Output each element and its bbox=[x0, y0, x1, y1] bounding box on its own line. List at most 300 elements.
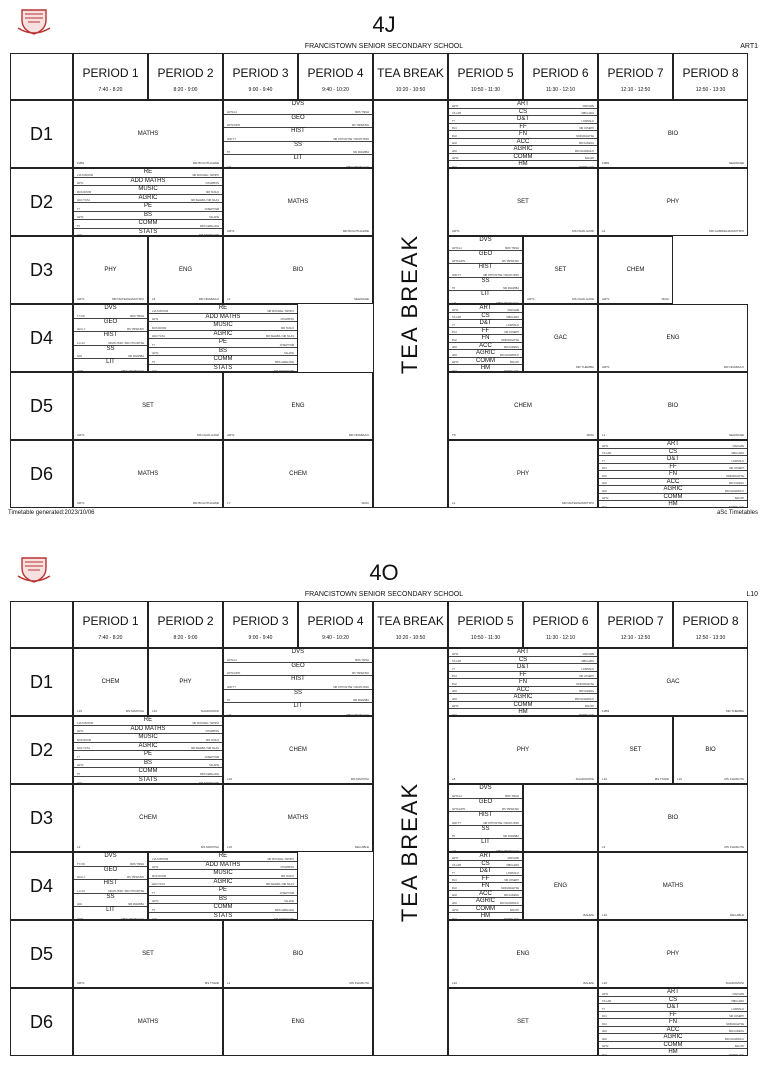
lesson-option bbox=[224, 703, 372, 716]
subject-name: AGRIC bbox=[663, 1034, 683, 1041]
lesson-cell[interactable] bbox=[598, 716, 673, 784]
subject-name: STATS bbox=[213, 364, 233, 371]
subject-name: SS bbox=[293, 141, 302, 148]
lesson-option bbox=[74, 186, 222, 195]
lesson-cell[interactable] bbox=[73, 988, 223, 1056]
lesson-cell[interactable] bbox=[223, 236, 373, 304]
room-code: ART1 bbox=[227, 433, 235, 437]
lesson-cell[interactable] bbox=[73, 440, 223, 508]
lesson-cell[interactable] bbox=[73, 648, 148, 716]
room-code: T8 bbox=[452, 835, 455, 839]
room-code: T7 bbox=[452, 323, 455, 327]
subject-name: HIST bbox=[478, 264, 493, 271]
brand-label: aSc Timetables bbox=[716, 510, 758, 516]
subject-name: MATHS bbox=[287, 814, 309, 821]
room-code: F3B2 bbox=[602, 161, 610, 165]
teacher-name: MR RAMOKGWE bbox=[199, 782, 219, 784]
lesson-option bbox=[449, 906, 522, 914]
subject-name: CHEM bbox=[289, 470, 307, 477]
room-code: ADD T7 bbox=[227, 137, 236, 141]
period-time: 11:30 - 12:10 bbox=[545, 87, 576, 93]
lesson-option bbox=[599, 1012, 747, 1020]
room-code: L2 bbox=[452, 501, 456, 505]
class-title: 4J bbox=[372, 12, 396, 37]
lesson-cell[interactable] bbox=[598, 304, 748, 372]
period-name: PERIOD 5 bbox=[457, 614, 514, 628]
lesson-option bbox=[449, 839, 522, 852]
lesson-cell[interactable] bbox=[223, 784, 373, 852]
day-label: D2 bbox=[10, 168, 73, 236]
subject-name: ACC bbox=[666, 478, 680, 485]
room-code: AD2 bbox=[152, 370, 157, 372]
lesson-cell[interactable] bbox=[148, 304, 298, 372]
teacher-name: MRS TSIMA bbox=[505, 794, 519, 798]
lesson-option bbox=[74, 212, 222, 221]
period-name: PERIOD 6 bbox=[532, 614, 589, 628]
lesson-option bbox=[449, 146, 597, 154]
teacher-name: BALOPI bbox=[734, 1045, 744, 1049]
subject-name: FF bbox=[481, 327, 490, 334]
room-code: CS LAB bbox=[602, 452, 611, 456]
teacher-name: BALOPI bbox=[584, 157, 594, 161]
teacher-name: MR KAKENG bbox=[503, 894, 519, 898]
subject-name: FF bbox=[669, 463, 677, 470]
subject-name: PHY bbox=[666, 950, 680, 957]
teacher-name: CHAMPION bbox=[280, 318, 294, 321]
room-code: L1 L13 bbox=[77, 341, 85, 345]
room-code: L2 bbox=[77, 845, 81, 849]
lesson-option bbox=[149, 305, 297, 314]
teacher-name: MRS TSIMA bbox=[130, 862, 144, 866]
teacher-name: MS TSHID bbox=[654, 777, 669, 781]
subject-name: ACC bbox=[666, 1026, 680, 1033]
room-code: L10 bbox=[602, 777, 608, 781]
lesson-cell[interactable] bbox=[598, 236, 673, 304]
room-code: ART1 bbox=[152, 318, 159, 321]
lesson-option bbox=[224, 676, 372, 690]
room-code: L10 bbox=[677, 777, 683, 781]
room-code: AD2 bbox=[77, 355, 82, 359]
period-name: PERIOD 5 bbox=[457, 66, 514, 80]
lesson-option bbox=[149, 331, 297, 340]
room-code: ART1 bbox=[452, 308, 459, 312]
lesson-option bbox=[74, 305, 147, 319]
subject-name: HM bbox=[668, 1049, 678, 1056]
room-code: MUS ROOM bbox=[77, 738, 92, 742]
subject-name: SET bbox=[517, 198, 529, 205]
room-code: L10 bbox=[452, 849, 457, 852]
room-code: L10 bbox=[227, 713, 232, 716]
subject-name: PHY bbox=[104, 266, 117, 273]
subject-name: ART bbox=[479, 853, 492, 859]
subject-name: BIO bbox=[667, 130, 679, 137]
teacher-name: NDIKWALETSE bbox=[501, 338, 519, 342]
subject-name: AGRIC bbox=[138, 194, 158, 201]
subject-name: LIT bbox=[106, 907, 115, 914]
room-code: T8 bbox=[227, 151, 230, 155]
lesson-option bbox=[74, 894, 147, 908]
room-code: ART1 bbox=[452, 229, 460, 233]
teacher-name: DECABLE bbox=[729, 913, 744, 917]
teacher-name: MR KAKENG bbox=[578, 142, 594, 146]
lesson-option bbox=[149, 853, 297, 862]
room-code: ART1 bbox=[77, 433, 85, 437]
room-code: ART1/L4 bbox=[227, 110, 237, 114]
room-code: L4 bbox=[602, 229, 606, 233]
teacher-name: MR SELEBA / MR SILAS bbox=[266, 883, 294, 886]
room-code: ART1 bbox=[77, 369, 84, 372]
teacher-name: SALAHE bbox=[284, 352, 294, 355]
room-code: FN4 bbox=[452, 917, 457, 920]
teacher-name: MR NGWABULO bbox=[724, 489, 744, 493]
teacher-name: MR BOLOTHALWE bbox=[192, 501, 219, 505]
lesson-cell[interactable] bbox=[73, 100, 223, 168]
school-name: FRANCISTOWN SENIOR SECONDARY SCHOOL bbox=[304, 43, 464, 50]
subject-name: COMM bbox=[513, 701, 533, 708]
subject-name: MUSIC bbox=[213, 870, 233, 876]
teacher-name: SHADOMOSI bbox=[575, 777, 594, 781]
teacher-name: SEPHALANE bbox=[578, 165, 594, 168]
lesson-cell[interactable] bbox=[523, 304, 598, 372]
subject-name: SET bbox=[142, 950, 154, 957]
lesson-cell[interactable] bbox=[448, 648, 598, 716]
teacher-name: JOSEPH MB bbox=[279, 343, 294, 347]
lesson-cell[interactable] bbox=[523, 852, 598, 920]
lesson-option bbox=[74, 734, 222, 743]
timetable-page bbox=[0, 548, 768, 1088]
room-code: FN4 bbox=[452, 713, 457, 716]
lesson-option bbox=[449, 124, 597, 132]
room-code: AD1 L7 bbox=[77, 876, 86, 880]
subject-name: ART bbox=[667, 989, 679, 995]
room-code: ART1/L4 bbox=[452, 794, 462, 798]
subject-name: COMM bbox=[213, 904, 233, 910]
room-code: ART1 bbox=[77, 730, 84, 733]
room-code: AD2 bbox=[452, 697, 457, 701]
teacher-name: LOWNSLO bbox=[731, 1007, 744, 1011]
lesson-option bbox=[224, 663, 372, 677]
teacher-name: NDIKWALETSE bbox=[501, 886, 519, 890]
teacher-name: MBULAWA bbox=[506, 864, 519, 868]
teacher-name: MS TSHEKISO bbox=[351, 124, 369, 128]
lesson-cell[interactable] bbox=[598, 168, 748, 236]
room-code: ART1 bbox=[152, 866, 159, 869]
period-header bbox=[598, 601, 673, 648]
room-code: ART2 bbox=[452, 909, 459, 913]
lesson-cell[interactable] bbox=[73, 716, 223, 784]
lesson-cell[interactable] bbox=[598, 852, 748, 920]
day-label: D1 bbox=[10, 100, 73, 168]
teacher-name: MR NDABAKO bbox=[348, 433, 369, 437]
corner-cell bbox=[10, 53, 73, 100]
subject-name: D&T bbox=[479, 868, 492, 875]
teacher-name: MR NGWABULO bbox=[499, 353, 519, 357]
teacher-name: SEPHALANE bbox=[728, 1053, 744, 1056]
lesson-cell[interactable] bbox=[673, 716, 748, 784]
subject-name: ADD MATHS bbox=[205, 861, 241, 868]
lesson-option bbox=[449, 358, 522, 366]
period-time: 7:40 - 8:20 bbox=[98, 635, 123, 641]
period-time: 10:20 - 10:50 bbox=[395, 635, 426, 641]
teacher-name: MAKGWE bbox=[582, 104, 594, 108]
lesson-option bbox=[449, 328, 522, 336]
room-code: AD2 bbox=[152, 918, 157, 920]
lesson-cell[interactable] bbox=[598, 372, 748, 440]
subject-name: CHEM bbox=[139, 814, 157, 821]
subject-name: ACC bbox=[479, 890, 492, 897]
room-code: ART1 bbox=[602, 297, 610, 301]
day-label: D1 bbox=[10, 648, 73, 716]
tea-break-column bbox=[373, 648, 448, 1056]
lesson-option bbox=[74, 777, 222, 785]
teacher-name: MR KAKENG bbox=[578, 690, 594, 694]
subject-name: SS bbox=[293, 689, 302, 696]
subject-name: D&T bbox=[667, 1004, 679, 1011]
lesson-cell[interactable] bbox=[148, 648, 223, 716]
subject-name: COMM bbox=[663, 1041, 683, 1048]
room-code: L10 bbox=[452, 301, 457, 304]
room-code: T5 bbox=[77, 224, 80, 228]
room-code: L10 bbox=[602, 981, 608, 985]
lesson-option bbox=[599, 494, 747, 502]
room-code: AD2 bbox=[77, 782, 82, 784]
subject-name: DVS bbox=[104, 853, 117, 859]
subject-name: COMM bbox=[663, 493, 683, 500]
teacher-name: MR OTHUSITSE / MOATLHODI bbox=[333, 685, 369, 689]
lesson-option bbox=[449, 826, 522, 840]
teacher-name: MAKGWE bbox=[732, 992, 744, 996]
teacher-name: MAKI bbox=[661, 297, 669, 301]
subject-name: PE bbox=[143, 751, 152, 757]
lesson-option bbox=[224, 690, 372, 704]
subject-name: BS bbox=[218, 347, 227, 354]
subject-name: COMM bbox=[513, 153, 533, 160]
teacher-name: MR OTHUSITSE / MOATLHODI bbox=[483, 821, 519, 825]
period-header bbox=[373, 601, 448, 648]
lesson-option bbox=[599, 1004, 747, 1012]
period-time: 9:40 - 10:20 bbox=[322, 87, 349, 93]
teacher-name: MR MOKANE / NPOPO bbox=[192, 721, 219, 725]
lesson-cell[interactable] bbox=[223, 440, 373, 508]
subject-name: ENG bbox=[178, 266, 192, 273]
subject-name: AGRIC bbox=[475, 898, 495, 905]
subject-name: PHY bbox=[666, 198, 680, 205]
room-code: ART2 bbox=[77, 764, 84, 767]
lesson-option bbox=[149, 887, 297, 896]
lesson-cell[interactable] bbox=[448, 440, 598, 508]
subject-name: FF bbox=[519, 671, 527, 678]
period-name: PERIOD 3 bbox=[232, 614, 289, 628]
teacher-name: MR BOLOTHALWE bbox=[342, 229, 369, 233]
day-label: D4 bbox=[10, 852, 73, 920]
room-code: MUS ROOM bbox=[152, 874, 167, 878]
teacher-name: MS TSHEKISO bbox=[501, 260, 519, 264]
lesson-cell[interactable] bbox=[223, 648, 373, 716]
teacher-name: MR SELEBA / MR SILAS bbox=[191, 747, 219, 750]
teacher-name: MR MATERGAMOTIPO bbox=[112, 297, 144, 301]
lesson-cell[interactable] bbox=[598, 920, 748, 988]
teacher-name: MR KAKENG bbox=[728, 1030, 744, 1034]
room-code: FN4 bbox=[452, 165, 457, 168]
room-code: L10 bbox=[227, 777, 233, 781]
room-code: T7 bbox=[77, 755, 80, 759]
room-code: ART1 bbox=[452, 652, 459, 656]
lesson-option bbox=[74, 346, 147, 360]
subject-name: STATS bbox=[213, 912, 233, 919]
lesson-cell[interactable] bbox=[73, 168, 223, 236]
room-code: ART2 bbox=[77, 216, 84, 219]
lesson-option bbox=[449, 237, 522, 251]
period-name: PERIOD 8 bbox=[682, 614, 739, 628]
teacher-name: MR NDABAKO bbox=[198, 297, 219, 301]
room-code: ART2 bbox=[602, 497, 609, 501]
lesson-cell[interactable] bbox=[598, 100, 748, 168]
period-time: 10:50 - 11:30 bbox=[470, 635, 501, 641]
lesson-option bbox=[149, 904, 297, 913]
subject-name: GAC bbox=[553, 334, 567, 341]
subject-name: CS bbox=[481, 860, 490, 867]
teacher-name: MR JOSEPH bbox=[504, 879, 519, 883]
room-code: AD2 bbox=[602, 1037, 607, 1041]
teacher-name: MR TAOLO bbox=[281, 326, 294, 330]
lesson-option bbox=[599, 989, 747, 997]
subject-name: COMM bbox=[138, 768, 158, 774]
period-name: PERIOD 4 bbox=[307, 66, 364, 80]
teacher-name: MRS TSIMA bbox=[355, 658, 369, 662]
subject-name: GEO bbox=[291, 662, 305, 669]
lesson-cell[interactable] bbox=[448, 100, 598, 168]
room-code: CS LAB bbox=[452, 864, 461, 868]
teacher-name: MR JOSEPH bbox=[579, 675, 594, 679]
teacher-name: MR MOKANE / NPOPO bbox=[267, 857, 294, 861]
room-code: L1/LT2/ROOM bbox=[77, 173, 94, 177]
teacher-name: SEPHALANE bbox=[728, 505, 744, 508]
teacher-name: MS MAPOSA bbox=[350, 777, 369, 781]
lesson-cell[interactable] bbox=[598, 648, 748, 716]
teacher-name: BALOPI bbox=[509, 361, 519, 365]
subject-name: PHY bbox=[516, 746, 530, 753]
lesson-option bbox=[74, 751, 222, 760]
room-code: L10 bbox=[152, 709, 158, 713]
teacher-name: NDIKWALETSE bbox=[576, 134, 594, 138]
subject-name: BS bbox=[143, 759, 152, 766]
teacher-name: SEHWANE bbox=[728, 433, 744, 437]
teacher-name: CHAMPION bbox=[280, 866, 294, 869]
teacher-name: MR SELEBA / MR SILAS bbox=[191, 199, 219, 202]
lesson-cell[interactable] bbox=[448, 988, 598, 1056]
room-code: L1/LT2/ROOM bbox=[152, 857, 169, 861]
lesson-cell[interactable] bbox=[223, 988, 373, 1056]
room-code: ART1/ART1 bbox=[227, 672, 241, 676]
subject-name: MATHS bbox=[137, 1018, 159, 1025]
lesson-cell[interactable] bbox=[223, 920, 373, 988]
subject-name: D&T bbox=[517, 116, 529, 123]
room-code: AD2 bbox=[452, 894, 457, 898]
period-header bbox=[673, 53, 748, 100]
teacher-name: SEPHALANE bbox=[503, 369, 519, 372]
period-name: TEA BREAK bbox=[377, 66, 444, 80]
lesson-option bbox=[449, 861, 522, 869]
tea-break-column bbox=[373, 100, 448, 508]
subject-name: SET bbox=[554, 266, 567, 273]
room-code: ADD T7 bbox=[452, 273, 461, 277]
period-header bbox=[73, 601, 148, 648]
period-time: 7:40 - 8:20 bbox=[98, 87, 123, 93]
room-code: L10 bbox=[227, 165, 232, 168]
room-code: T5 bbox=[152, 360, 155, 364]
subject-name: CS bbox=[518, 656, 528, 663]
subject-name: BIO bbox=[292, 266, 304, 273]
room-code: L10 bbox=[452, 981, 458, 985]
lesson-cell[interactable] bbox=[523, 236, 598, 304]
lesson-cell[interactable] bbox=[448, 236, 523, 304]
day-label: D6 bbox=[10, 440, 73, 508]
lesson-option bbox=[449, 876, 522, 884]
subject-name: ART bbox=[479, 305, 492, 311]
lesson-cell[interactable] bbox=[223, 100, 373, 168]
subject-name: ENG bbox=[666, 334, 680, 341]
subject-name: LIT bbox=[106, 359, 115, 366]
lesson-cell[interactable] bbox=[598, 784, 748, 852]
lesson-cell[interactable] bbox=[73, 236, 148, 304]
teacher-name: JOSEPH MB bbox=[204, 207, 219, 211]
subject-name: RE bbox=[218, 305, 228, 311]
teacher-name: MR NDABAKO bbox=[723, 365, 744, 369]
subject-name: ADD MATHS bbox=[205, 313, 241, 320]
lesson-option bbox=[449, 883, 522, 891]
teacher-name: NDIKWALETSE bbox=[726, 474, 744, 478]
period-header bbox=[373, 53, 448, 100]
subject-name: ENG bbox=[291, 1018, 305, 1025]
room-code: ART1/ART1 bbox=[452, 260, 466, 264]
teacher-name: MR NGWABULO bbox=[499, 901, 519, 905]
room-code: AD2 /T1/S1 bbox=[152, 883, 165, 886]
lesson-option bbox=[449, 313, 522, 321]
subject-name: RE bbox=[143, 717, 153, 723]
class-title: 4O bbox=[369, 560, 399, 585]
room-code: L10 bbox=[602, 913, 608, 917]
tea-break-label: TEA BREAK bbox=[397, 781, 423, 923]
subject-name: CHEM bbox=[289, 746, 307, 753]
teacher-name: MBULAWA bbox=[581, 112, 594, 116]
teacher-name: MS NGOLILAWI bbox=[572, 297, 594, 301]
lesson-cell[interactable] bbox=[223, 372, 373, 440]
lesson-cell[interactable] bbox=[598, 988, 748, 1056]
lesson-option bbox=[599, 449, 747, 457]
day-label: D2 bbox=[10, 716, 73, 784]
lesson-option bbox=[449, 672, 597, 680]
lesson-cell[interactable] bbox=[148, 236, 223, 304]
day-label: D5 bbox=[10, 372, 73, 440]
lesson-cell[interactable] bbox=[73, 784, 223, 852]
room-code: FN1 bbox=[602, 467, 607, 471]
subject-name: LIT bbox=[481, 839, 490, 846]
lesson-cell[interactable] bbox=[448, 784, 523, 852]
room-code: AD2 bbox=[77, 903, 82, 907]
lesson-cell[interactable] bbox=[598, 440, 748, 508]
teacher-name: MR TAOLO bbox=[206, 738, 219, 742]
lesson-cell[interactable] bbox=[523, 784, 598, 852]
lesson-cell[interactable] bbox=[73, 304, 148, 372]
room-code: L8 bbox=[452, 777, 456, 781]
room-code: AD2 /T1/S1 bbox=[77, 199, 90, 202]
room-code: ART1/L4 bbox=[452, 246, 462, 250]
subject-name: CS bbox=[518, 108, 528, 115]
lesson-cell[interactable] bbox=[148, 852, 298, 920]
room-code: FN2 bbox=[452, 338, 457, 342]
subject-name: COMM bbox=[138, 220, 158, 226]
lesson-cell[interactable] bbox=[73, 852, 148, 920]
